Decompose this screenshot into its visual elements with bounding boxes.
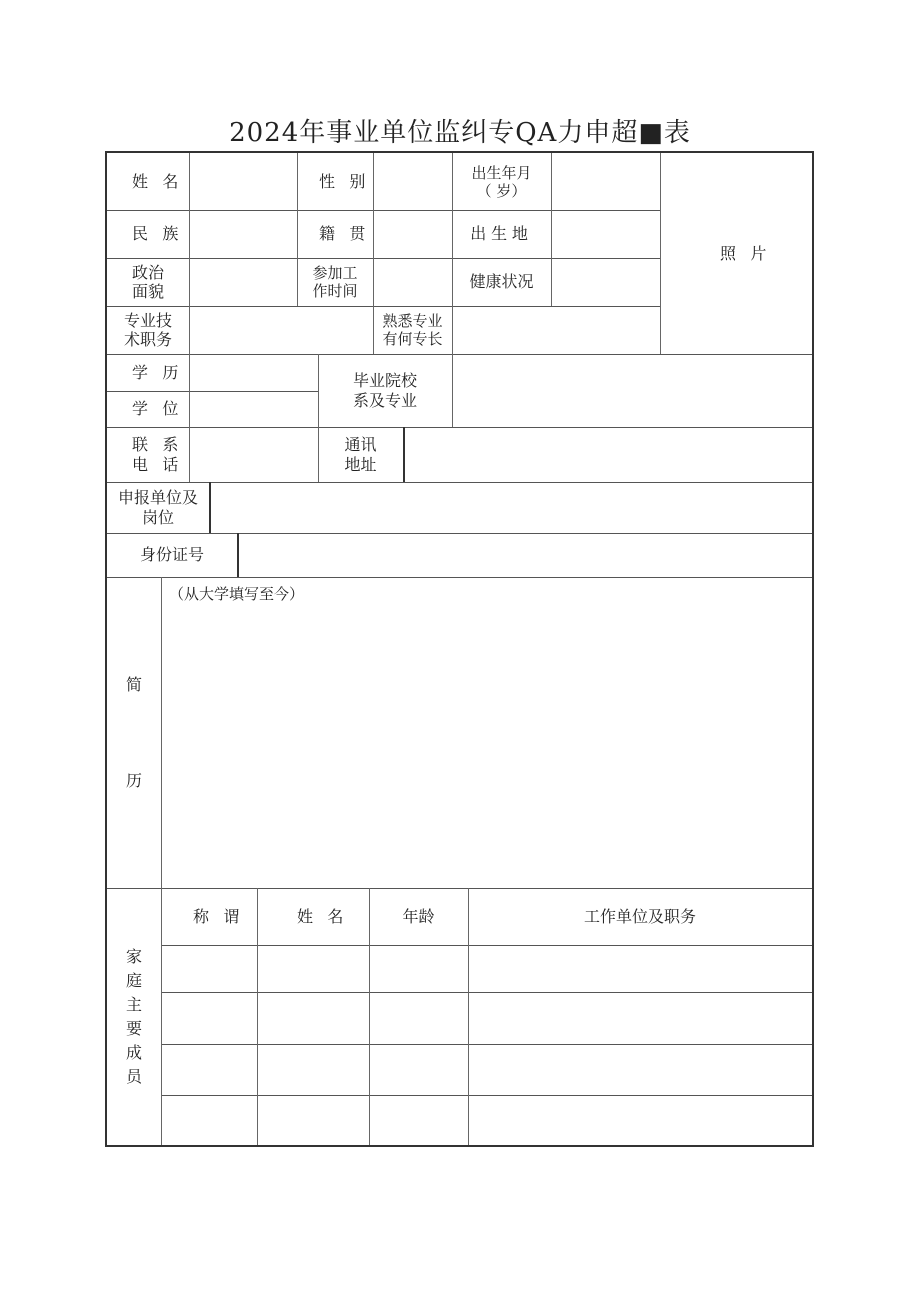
application-form-table [105, 151, 814, 1147]
family-header-age: 年龄 [402, 906, 435, 926]
label-school-major: 毕业院校 系及专业 [352, 371, 417, 410]
field-work-start[interactable] [374, 258, 452, 306]
label-political-status: 政治 面貌 [131, 262, 164, 301]
label-address: 通讯 地址 [344, 435, 377, 474]
field-id-number[interactable] [239, 533, 812, 577]
label-professional-title: 专业技 术职务 [123, 310, 172, 349]
label-birth: 出生年月 （ 岁） [471, 163, 532, 200]
field-gender[interactable] [374, 153, 452, 210]
field-professional-title[interactable] [190, 306, 373, 354]
family-row[interactable] [162, 993, 812, 1044]
photo-box: 照片 [719, 243, 781, 263]
field-apply-unit[interactable] [211, 482, 812, 533]
family-row[interactable] [162, 946, 812, 992]
label-native-place: 籍贯 [318, 224, 380, 244]
label-expertise: 熟悉专业 有何专长 [382, 312, 443, 348]
field-address[interactable] [405, 427, 812, 482]
family-row[interactable] [162, 1045, 812, 1095]
field-health[interactable] [552, 258, 660, 306]
label-work-start: 参加工 作时间 [312, 264, 358, 300]
label-phone: 联系 电话 [131, 435, 193, 474]
label-education: 学历 [131, 362, 193, 382]
field-name[interactable] [190, 153, 297, 210]
label-name: 姓名 [131, 171, 193, 191]
field-expertise[interactable] [453, 306, 660, 354]
label-ethnicity: 民族 [131, 224, 193, 244]
field-school-major[interactable] [453, 354, 812, 427]
label-resume: 简 历 [125, 674, 142, 790]
resume-hint: （从大学填写至今） [169, 585, 305, 603]
label-birthplace: 出生地 [470, 224, 533, 244]
label-family: 家 庭 主 要 成 员 [125, 946, 142, 1086]
field-resume[interactable] [162, 605, 812, 887]
label-id-number: 身份证号 [139, 545, 204, 565]
label-degree: 学位 [131, 399, 193, 419]
field-education[interactable] [190, 354, 318, 391]
family-header-workplace: 工作单位及职务 [583, 906, 696, 926]
family-header-relation: 称谓 [192, 906, 254, 926]
field-phone[interactable] [190, 427, 318, 482]
label-gender: 性别 [318, 171, 380, 191]
label-apply-unit: 申报单位及 岗位 [117, 488, 198, 527]
field-political-status[interactable] [190, 258, 297, 306]
family-row[interactable] [162, 1096, 812, 1145]
label-health: 健康状况 [469, 272, 534, 292]
field-birthplace[interactable] [552, 210, 660, 258]
family-header-name: 姓名 [296, 906, 358, 926]
field-degree[interactable] [190, 391, 318, 427]
field-ethnicity[interactable] [190, 210, 297, 258]
form-title: 2024年事业单位监纠专QA力申超■表 [229, 118, 691, 148]
field-birth[interactable] [552, 153, 660, 210]
field-native-place[interactable] [374, 210, 452, 258]
